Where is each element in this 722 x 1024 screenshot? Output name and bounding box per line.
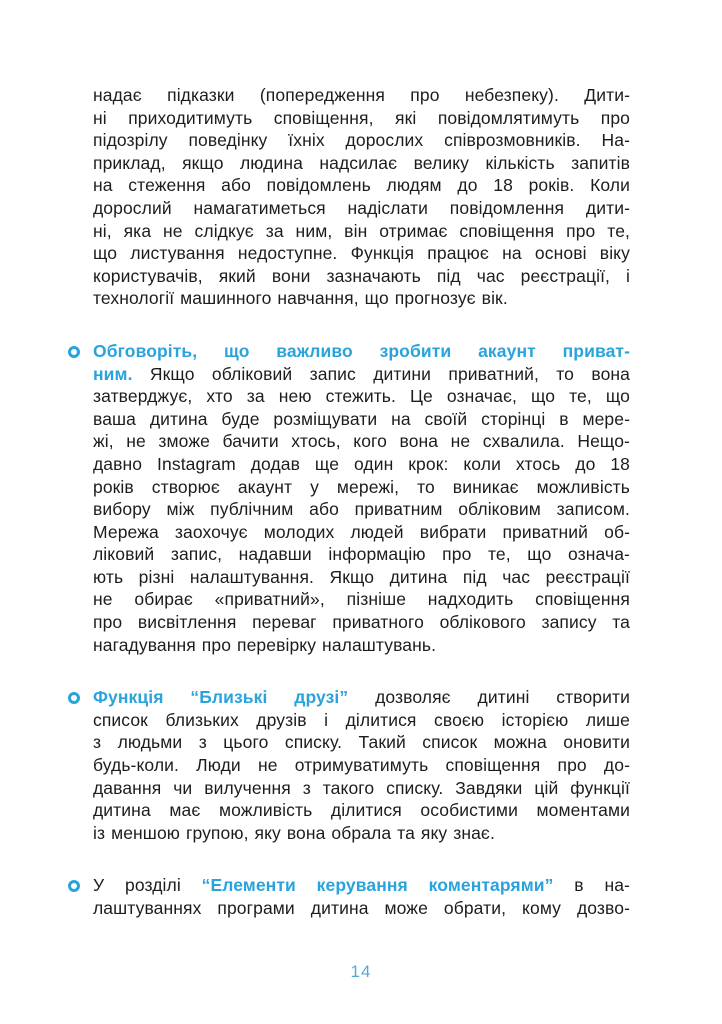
text-line bbox=[93, 174, 630, 197]
text-line bbox=[93, 634, 630, 657]
body-text: лаштуваннях програми дитина може обрати, кому дозво- bbox=[93, 898, 630, 918]
text-line bbox=[93, 897, 630, 920]
text-line bbox=[93, 107, 630, 130]
body-text: років створює акаунт у мережі, то виникає можливість bbox=[93, 476, 630, 497]
body-text: список близьких друзів і ділитися своєю історією лише bbox=[93, 709, 630, 730]
paragraph bbox=[93, 84, 630, 310]
body-text: Мережа заохочує молодих людей вибрати приватний об- bbox=[93, 521, 630, 542]
text-line bbox=[93, 430, 630, 453]
text-line bbox=[93, 287, 630, 310]
text-line bbox=[93, 822, 630, 845]
text-line bbox=[93, 611, 630, 634]
body-text: давання чи вилучення з такого списку. Завдяки цій функції bbox=[93, 777, 630, 798]
bullet-section bbox=[93, 340, 630, 656]
bullet-section bbox=[93, 874, 630, 919]
text-line bbox=[93, 709, 630, 732]
body-text: давно Instagram додав ще один крок: коли хтось до 18 bbox=[93, 453, 630, 474]
text-line bbox=[93, 408, 630, 431]
body-text: підозрілу поведінку їхніх дорослих співрозмовників. На- bbox=[93, 130, 630, 151]
body-text: дорослий намагатиметься надіслати повідомлення дити- bbox=[93, 197, 630, 218]
body-text: Якщо обліковий запис дитини приватний, то вона bbox=[132, 363, 630, 384]
page-number: 14 bbox=[350, 962, 372, 981]
bullet-icon bbox=[68, 692, 80, 704]
body-text: не обирає «приватний», пізніше надходить сповіщення bbox=[93, 589, 630, 610]
text-line bbox=[93, 588, 630, 611]
body-text: в на- bbox=[553, 875, 630, 896]
bullet-section bbox=[93, 686, 630, 844]
body-text: нагадування про перевірку налаштувань. bbox=[93, 634, 437, 655]
bullet-icon bbox=[68, 346, 80, 358]
body-text: У розділі bbox=[93, 875, 202, 896]
body-text: дитина має можливість ділитися особистими моментами bbox=[93, 800, 630, 821]
body-text: із меншою групою, яку вона обрала та яку знає. bbox=[93, 822, 495, 843]
text-line bbox=[93, 197, 630, 220]
text-line bbox=[93, 521, 630, 544]
text-line bbox=[93, 566, 630, 589]
body-text: ваша дитина буде розміщувати на своїй сторінці в мере- bbox=[93, 408, 630, 429]
body-text: ліковий запис, надавши інформацію про те, що означа- bbox=[93, 544, 630, 565]
text-line bbox=[93, 84, 630, 107]
text-line bbox=[93, 498, 630, 521]
body-text: ні, яка не слідкує за ним, він отримає сповіщення про те, bbox=[93, 220, 630, 241]
accent-text: Функція “Близькі друзі” bbox=[93, 687, 349, 708]
text-line bbox=[93, 363, 630, 386]
text-line bbox=[93, 754, 630, 777]
text-line bbox=[93, 220, 630, 243]
text-line bbox=[93, 777, 630, 800]
body-text: жі, не зможе бачити хтось, кого вона не схвалила. Нещо- bbox=[93, 431, 630, 452]
body-text: приклад, якщо людина надсилає велику кількість запитів bbox=[93, 152, 630, 173]
accent-text: ним. bbox=[93, 363, 133, 384]
text-line bbox=[93, 385, 630, 408]
text-line bbox=[93, 731, 630, 754]
body-text: затверджує, хто за нею стежить. Це означає, що те, що bbox=[93, 386, 630, 407]
text-line bbox=[93, 129, 630, 152]
bullet-icon bbox=[68, 880, 80, 892]
accent-text: “Елементи керування коментарями” bbox=[201, 875, 554, 896]
body-text: будь-коли. Люди не отримуватимуть сповіщення про до- bbox=[93, 755, 630, 776]
body-text: з людьми з цього списку. Такий список можна оновити bbox=[93, 732, 630, 753]
body-text: ні приходитимуть сповіщення, які повідомлятимуть про bbox=[93, 107, 630, 128]
body-text: вибору між публічним або приватним обліковим записом. bbox=[93, 499, 630, 520]
body-text: надає підказки (попередження про небезпеку). Дити- bbox=[93, 85, 630, 105]
text-line bbox=[93, 152, 630, 175]
body-text: що листування недоступне. Функція працює на основі віку bbox=[93, 243, 630, 264]
text-line bbox=[93, 686, 630, 709]
body-text: ють різні налаштування. Якщо дитина під час реєстрації bbox=[93, 566, 630, 587]
body-text: користувачів, який вони зазначають під час реєстрації, і bbox=[93, 265, 630, 286]
body-text: технології машинного навчання, що прогнозує вік. bbox=[93, 288, 508, 309]
text-line bbox=[93, 242, 630, 265]
body-text: дозволяє дитині створити bbox=[348, 687, 630, 708]
accent-text: Обговоріть, що важливо зробити акаунт приват- bbox=[93, 340, 630, 361]
page-content bbox=[93, 84, 630, 920]
text-line bbox=[93, 874, 630, 897]
text-line bbox=[93, 340, 630, 363]
body-text: на стеження або повідомлень людям до 18 років. Коли bbox=[93, 175, 630, 196]
body-text: про висвітлення переваг приватного облікового запису та bbox=[93, 612, 630, 633]
text-line bbox=[93, 799, 630, 822]
text-line bbox=[93, 265, 630, 288]
text-line bbox=[93, 453, 630, 476]
text-line bbox=[93, 543, 630, 566]
text-line bbox=[93, 476, 630, 499]
